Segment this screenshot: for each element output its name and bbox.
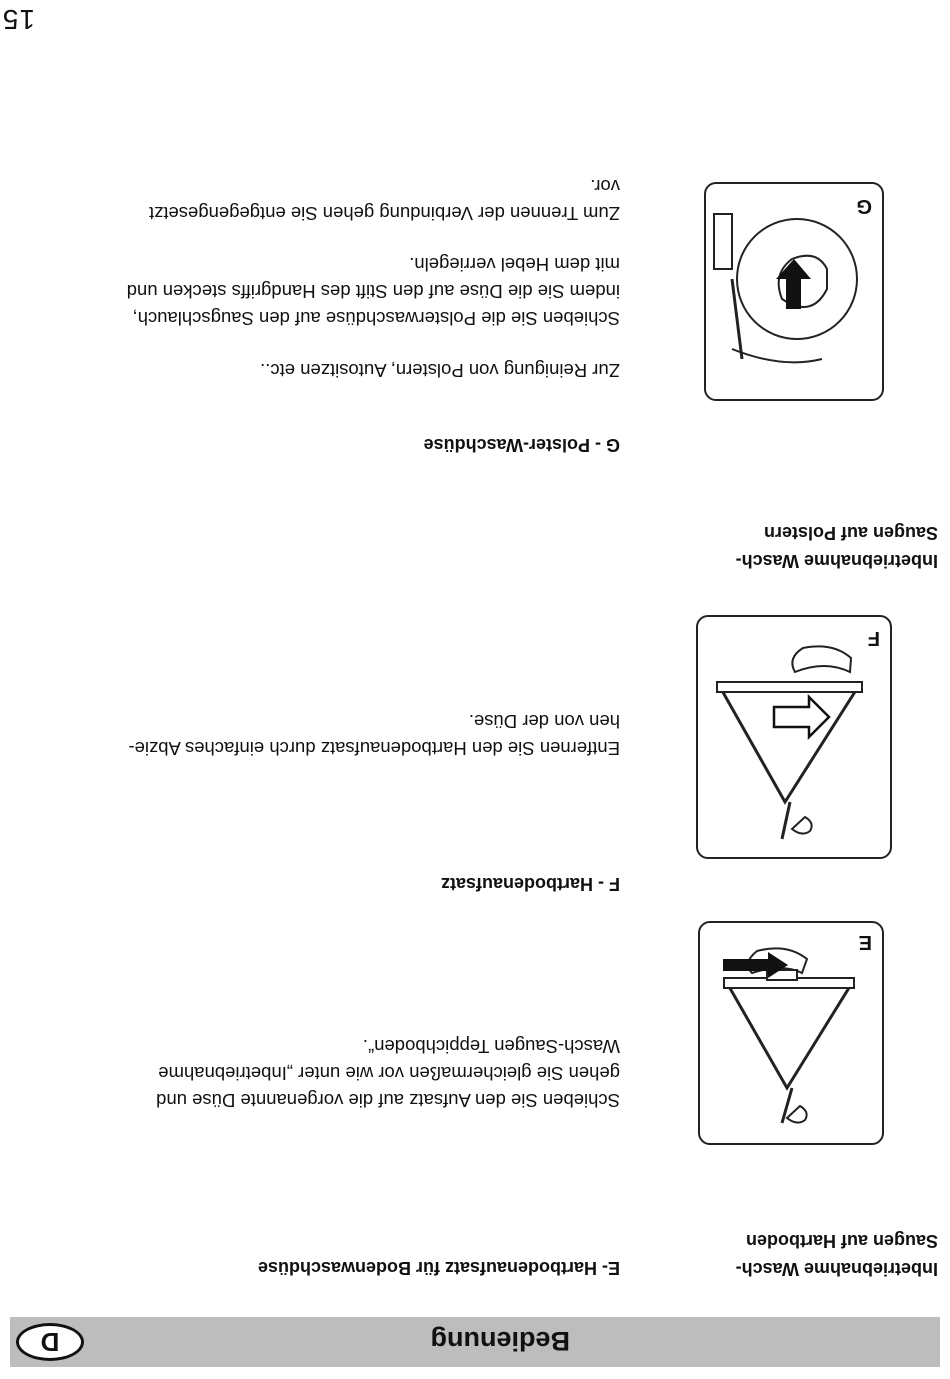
section-heading-e: E- Hartbodenaufsatz für Bodenwaschdüse — [257, 1258, 620, 1278]
arrow-right-icon — [774, 697, 829, 737]
illustration-f — [696, 615, 892, 859]
page-title: Bedienung — [430, 1326, 570, 1356]
figure-label-f: F — [867, 627, 880, 649]
figure-label-e: E — [858, 931, 872, 953]
page-number: 15 — [1, 4, 35, 35]
section-text-g-intro: Zur Reinigung von Polstern, Autositzen etc.. — [260, 360, 620, 381]
language-badge: D — [16, 1323, 84, 1361]
section-text-f: Entfernen Sie den Hartbodenaufsatz durch einfaches Abzie- hen von der Düse. — [128, 711, 620, 759]
illustration-g — [704, 182, 884, 401]
hard-floor-attachment-illustration — [700, 923, 882, 1143]
section-heading-f: F - Hartbodenaufsatz — [440, 874, 620, 894]
section-text-g-instructions: Schieben Sie die Polsterwaschdüse auf den Saugschlauch, indem Sie die Düse auf den Stift des Handgriffs stecken und mit dem Hebel verriegeln. — [126, 254, 620, 329]
remove-attachment-illustration — [698, 617, 890, 857]
illustration-e — [698, 921, 884, 1145]
section-text-g-disconnect: Zum Trennen der Verbindung gehen Sie entgegengesetzt vor. — [148, 176, 620, 224]
section-heading-g: G - Polster-Waschdüse — [423, 435, 620, 455]
section-text-e: Schieben Sie den Aufsatz auf die vorgenannte Düse und gehen Sie gleichermaßen vor wie unter „Inbetriebnahme Wasch-Saugen Teppichboden“. — [156, 1036, 620, 1111]
figure-label-g: G — [856, 195, 872, 217]
side-heading-hard-floor: Inbetriebnahme Wasch- Saugen auf Hartboden — [735, 1231, 938, 1279]
side-heading-upholstery: Inbetriebnahme Wasch- Saugen auf Polstern — [735, 523, 938, 571]
